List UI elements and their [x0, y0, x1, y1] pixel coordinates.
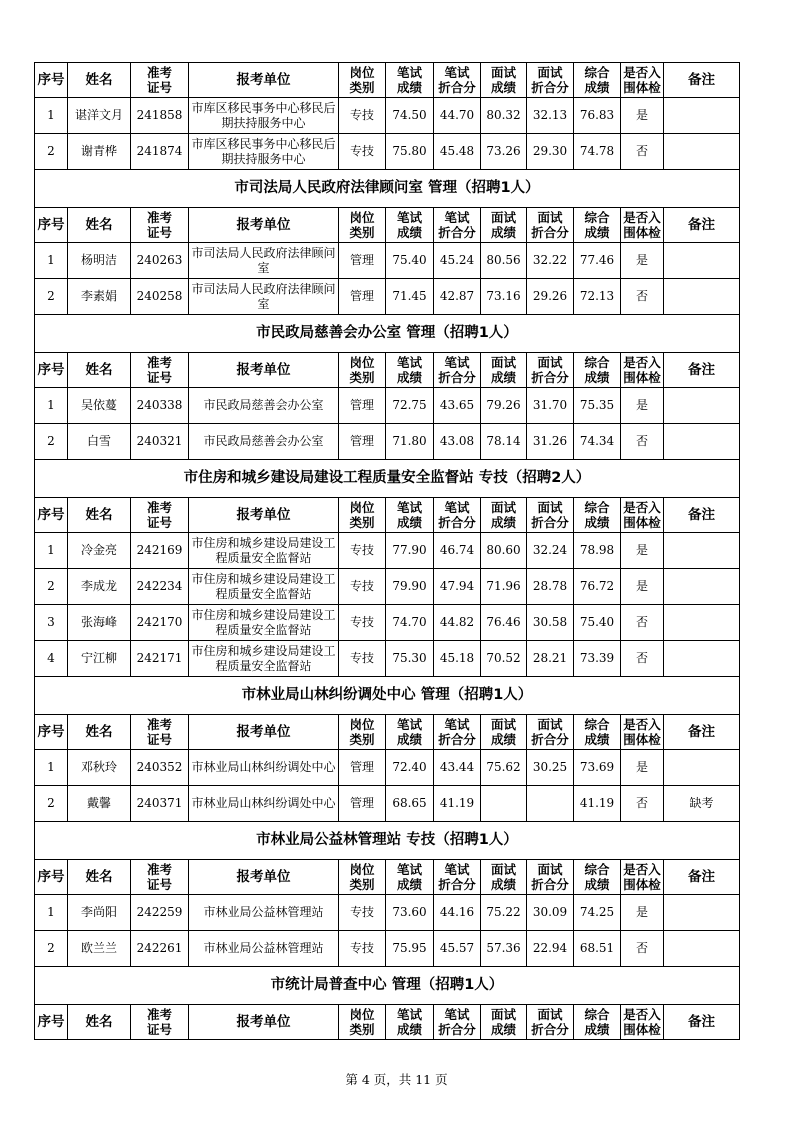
- cell-interview-conv: 30.58: [527, 605, 574, 641]
- table-row: [35, 388, 740, 424]
- section-title: 市民政局慈善会办公室 管理（招聘1人）: [35, 315, 740, 353]
- header-unit: 报考单位: [189, 63, 339, 98]
- header-interview: 面试 成绩: [481, 1005, 527, 1040]
- cell-post-type: 专技: [339, 134, 386, 170]
- header-unit: 报考单位: [189, 208, 339, 243]
- header-unit: 报考单位: [189, 715, 339, 750]
- header-exam-id: 准考 证号: [131, 208, 189, 243]
- header-written-conv: 笔试 折合分: [434, 1005, 481, 1040]
- header-physical: 是否入 围体检: [621, 1005, 664, 1040]
- header-physical: 是否入 围体检: [621, 498, 664, 533]
- cell-unit: 市住房和城乡建设局建设工程质量安全监督站: [189, 605, 339, 641]
- cell-exam-id: 240352: [131, 750, 189, 786]
- table-row: [35, 750, 740, 786]
- cell-post-type: 专技: [339, 533, 386, 569]
- header-physical: 是否入 围体检: [621, 208, 664, 243]
- cell-exam-id: 240321: [131, 424, 189, 460]
- cell-unit: 市林业局山林纠纷调处中心: [189, 786, 339, 822]
- header-note: 备注: [664, 63, 740, 98]
- header-unit: 报考单位: [189, 353, 339, 388]
- header-seq: 序号: [35, 63, 68, 98]
- cell-post-type: 管理: [339, 750, 386, 786]
- cell-total: 72.13: [574, 279, 621, 315]
- cell-written: 72.75: [386, 388, 434, 424]
- header-physical: 是否入 围体检: [621, 860, 664, 895]
- cell-written-conv: 47.94: [434, 569, 481, 605]
- header-total: 综合 成绩: [574, 498, 621, 533]
- cell-total: 74.78: [574, 134, 621, 170]
- cell-written-conv: 42.87: [434, 279, 481, 315]
- cell-name: 谌洋文月: [68, 98, 131, 134]
- cell-post-type: 管理: [339, 786, 386, 822]
- cell-interview-conv: 31.26: [527, 424, 574, 460]
- cell-exam-id: 242171: [131, 641, 189, 677]
- header-seq: 序号: [35, 498, 68, 533]
- cell-physical: 是: [621, 895, 664, 931]
- cell-total: 77.46: [574, 243, 621, 279]
- cell-total: 68.51: [574, 931, 621, 967]
- cell-name: 戴馨: [68, 786, 131, 822]
- cell-total: 76.72: [574, 569, 621, 605]
- cell-physical: 否: [621, 134, 664, 170]
- cell-written-conv: 43.65: [434, 388, 481, 424]
- cell-unit: 市林业局公益林管理站: [189, 931, 339, 967]
- header-row: [35, 715, 740, 750]
- cell-interview: 80.56: [481, 243, 527, 279]
- cell-unit: 市司法局人民政府法律顾问室: [189, 279, 339, 315]
- cell-seq: 1: [35, 98, 68, 134]
- cell-unit: 市库区移民事务中心移民后期扶持服务中心: [189, 134, 339, 170]
- cell-physical: 是: [621, 533, 664, 569]
- cell-unit: 市林业局公益林管理站: [189, 895, 339, 931]
- cell-post-type: 专技: [339, 895, 386, 931]
- header-name: 姓名: [68, 715, 131, 750]
- header-row: [35, 63, 740, 98]
- cell-interview-conv: 29.26: [527, 279, 574, 315]
- header-seq: 序号: [35, 353, 68, 388]
- cell-post-type: 管理: [339, 388, 386, 424]
- cell-interview: 71.96: [481, 569, 527, 605]
- cell-unit: 市住房和城乡建设局建设工程质量安全监督站: [189, 533, 339, 569]
- cell-written: 73.60: [386, 895, 434, 931]
- cell-exam-id: 242234: [131, 569, 189, 605]
- header-exam-id: 准考 证号: [131, 498, 189, 533]
- header-written-conv: 笔试 折合分: [434, 208, 481, 243]
- cell-exam-id: 241858: [131, 98, 189, 134]
- header-post-type: 岗位 类别: [339, 860, 386, 895]
- cell-post-type: 专技: [339, 641, 386, 677]
- cell-interview: 78.14: [481, 424, 527, 460]
- cell-interview-conv: [527, 786, 574, 822]
- header-post-type: 岗位 类别: [339, 353, 386, 388]
- cell-interview-conv: 32.22: [527, 243, 574, 279]
- section-title: 市司法局人民政府法律顾问室 管理（招聘1人）: [35, 170, 740, 208]
- cell-written-conv: 45.48: [434, 134, 481, 170]
- header-row: [35, 498, 740, 533]
- header-note: 备注: [664, 715, 740, 750]
- header-interview-conv: 面试 折合分: [527, 1005, 574, 1040]
- cell-written: 71.45: [386, 279, 434, 315]
- header-seq: 序号: [35, 860, 68, 895]
- header-name: 姓名: [68, 498, 131, 533]
- cell-note: [664, 895, 740, 931]
- header-name: 姓名: [68, 353, 131, 388]
- cell-written: 75.95: [386, 931, 434, 967]
- cell-total: 74.25: [574, 895, 621, 931]
- header-physical: 是否入 围体检: [621, 353, 664, 388]
- header-row: [35, 860, 740, 895]
- cell-written: 72.40: [386, 750, 434, 786]
- header-interview: 面试 成绩: [481, 498, 527, 533]
- cell-seq: 2: [35, 424, 68, 460]
- header-exam-id: 准考 证号: [131, 1005, 189, 1040]
- cell-exam-id: 242261: [131, 931, 189, 967]
- header-name: 姓名: [68, 63, 131, 98]
- header-interview: 面试 成绩: [481, 715, 527, 750]
- table-row: [35, 786, 740, 822]
- cell-note: [664, 931, 740, 967]
- section-title: 市林业局公益林管理站 专技（招聘1人）: [35, 822, 740, 860]
- header-exam-id: 准考 证号: [131, 353, 189, 388]
- header-note: 备注: [664, 1005, 740, 1040]
- table-row: [35, 98, 740, 134]
- cell-physical: 是: [621, 98, 664, 134]
- cell-total: 41.19: [574, 786, 621, 822]
- cell-written: 74.50: [386, 98, 434, 134]
- cell-post-type: 专技: [339, 605, 386, 641]
- table-row: [35, 605, 740, 641]
- cell-note: [664, 424, 740, 460]
- cell-written-conv: 44.16: [434, 895, 481, 931]
- cell-total: 75.35: [574, 388, 621, 424]
- header-written-conv: 笔试 折合分: [434, 860, 481, 895]
- cell-interview: 75.62: [481, 750, 527, 786]
- header-note: 备注: [664, 353, 740, 388]
- header-seq: 序号: [35, 1005, 68, 1040]
- header-written: 笔试 成绩: [386, 353, 434, 388]
- header-exam-id: 准考 证号: [131, 63, 189, 98]
- cell-interview: 75.22: [481, 895, 527, 931]
- cell-total: 74.34: [574, 424, 621, 460]
- header-interview-conv: 面试 折合分: [527, 498, 574, 533]
- cell-name: 吴依蔓: [68, 388, 131, 424]
- cell-total: 73.39: [574, 641, 621, 677]
- cell-physical: 是: [621, 388, 664, 424]
- header-name: 姓名: [68, 208, 131, 243]
- cell-post-type: 管理: [339, 424, 386, 460]
- cell-written: 71.80: [386, 424, 434, 460]
- cell-name: 谢青桦: [68, 134, 131, 170]
- cell-name: 李素娟: [68, 279, 131, 315]
- cell-unit: 市民政局慈善会办公室: [189, 388, 339, 424]
- cell-note: [664, 569, 740, 605]
- cell-interview: 73.26: [481, 134, 527, 170]
- cell-name: 欧兰兰: [68, 931, 131, 967]
- cell-seq: 1: [35, 750, 68, 786]
- table-row: [35, 134, 740, 170]
- header-written: 笔试 成绩: [386, 498, 434, 533]
- cell-written-conv: 44.70: [434, 98, 481, 134]
- cell-interview-conv: 32.24: [527, 533, 574, 569]
- header-post-type: 岗位 类别: [339, 1005, 386, 1040]
- cell-written: 75.40: [386, 243, 434, 279]
- cell-post-type: 管理: [339, 243, 386, 279]
- header-note: 备注: [664, 860, 740, 895]
- cell-total: 75.40: [574, 605, 621, 641]
- header-written: 笔试 成绩: [386, 1005, 434, 1040]
- header-post-type: 岗位 类别: [339, 208, 386, 243]
- section-title: 市林业局山林纠纷调处中心 管理（招聘1人）: [35, 677, 740, 715]
- cell-seq: 2: [35, 786, 68, 822]
- results-sheet: [34, 62, 739, 1040]
- cell-exam-id: 241874: [131, 134, 189, 170]
- header-total: 综合 成绩: [574, 208, 621, 243]
- header-name: 姓名: [68, 860, 131, 895]
- cell-post-type: 管理: [339, 279, 386, 315]
- header-interview: 面试 成绩: [481, 63, 527, 98]
- header-written-conv: 笔试 折合分: [434, 353, 481, 388]
- cell-note: [664, 388, 740, 424]
- header-total: 综合 成绩: [574, 1005, 621, 1040]
- cell-exam-id: 242170: [131, 605, 189, 641]
- cell-post-type: 专技: [339, 98, 386, 134]
- header-written-conv: 笔试 折合分: [434, 498, 481, 533]
- section-title-row: [35, 822, 740, 860]
- table-row: [35, 931, 740, 967]
- cell-note: [664, 98, 740, 134]
- cell-note: [664, 605, 740, 641]
- cell-written: 75.30: [386, 641, 434, 677]
- cell-seq: 1: [35, 388, 68, 424]
- cell-note: [664, 134, 740, 170]
- cell-interview: 73.16: [481, 279, 527, 315]
- cell-post-type: 专技: [339, 569, 386, 605]
- cell-seq: 1: [35, 895, 68, 931]
- cell-exam-id: 240338: [131, 388, 189, 424]
- cell-exam-id: 240258: [131, 279, 189, 315]
- cell-physical: 否: [621, 641, 664, 677]
- header-written-conv: 笔试 折合分: [434, 63, 481, 98]
- cell-unit: 市库区移民事务中心移民后期扶持服务中心: [189, 98, 339, 134]
- cell-written-conv: 45.18: [434, 641, 481, 677]
- cell-interview: 80.32: [481, 98, 527, 134]
- header-total: 综合 成绩: [574, 63, 621, 98]
- header-row: [35, 1005, 740, 1040]
- cell-written: 74.70: [386, 605, 434, 641]
- table-row: [35, 895, 740, 931]
- cell-note: [664, 533, 740, 569]
- cell-note: [664, 641, 740, 677]
- cell-name: 邓秋玲: [68, 750, 131, 786]
- cell-seq: 2: [35, 931, 68, 967]
- table-row: [35, 279, 740, 315]
- cell-written-conv: 46.74: [434, 533, 481, 569]
- cell-physical: 否: [621, 279, 664, 315]
- cell-unit: 市司法局人民政府法律顾问室: [189, 243, 339, 279]
- cell-post-type: 专技: [339, 931, 386, 967]
- cell-interview-conv: 32.13: [527, 98, 574, 134]
- header-written: 笔试 成绩: [386, 860, 434, 895]
- header-interview-conv: 面试 折合分: [527, 353, 574, 388]
- header-unit: 报考单位: [189, 1005, 339, 1040]
- section-title-row: [35, 967, 740, 1005]
- header-row: [35, 353, 740, 388]
- section-title-row: [35, 315, 740, 353]
- header-seq: 序号: [35, 208, 68, 243]
- table-row: [35, 641, 740, 677]
- cell-written-conv: 45.24: [434, 243, 481, 279]
- cell-name: 李成龙: [68, 569, 131, 605]
- page-footer: 第 4 页，共 11 页: [345, 1072, 448, 1087]
- cell-unit: 市林业局山林纠纷调处中心: [189, 750, 339, 786]
- cell-unit: 市住房和城乡建设局建设工程质量安全监督站: [189, 569, 339, 605]
- cell-interview-conv: 28.21: [527, 641, 574, 677]
- header-total: 综合 成绩: [574, 715, 621, 750]
- cell-seq: 2: [35, 279, 68, 315]
- header-seq: 序号: [35, 715, 68, 750]
- cell-written: 79.90: [386, 569, 434, 605]
- cell-seq: 4: [35, 641, 68, 677]
- header-written: 笔试 成绩: [386, 715, 434, 750]
- cell-written-conv: 44.82: [434, 605, 481, 641]
- results-table: [34, 62, 740, 1040]
- cell-physical: 是: [621, 569, 664, 605]
- cell-total: 78.98: [574, 533, 621, 569]
- cell-unit: 市民政局慈善会办公室: [189, 424, 339, 460]
- cell-note: 缺考: [664, 786, 740, 822]
- cell-note: [664, 750, 740, 786]
- cell-written: 75.80: [386, 134, 434, 170]
- cell-seq: 2: [35, 569, 68, 605]
- cell-written-conv: 45.57: [434, 931, 481, 967]
- header-interview-conv: 面试 折合分: [527, 860, 574, 895]
- cell-interview: 76.46: [481, 605, 527, 641]
- cell-written: 77.90: [386, 533, 434, 569]
- cell-note: [664, 279, 740, 315]
- cell-interview: 80.60: [481, 533, 527, 569]
- cell-written-conv: 43.44: [434, 750, 481, 786]
- cell-interview-conv: 28.78: [527, 569, 574, 605]
- cell-interview-conv: 31.70: [527, 388, 574, 424]
- header-unit: 报考单位: [189, 498, 339, 533]
- header-exam-id: 准考 证号: [131, 860, 189, 895]
- cell-seq: 2: [35, 134, 68, 170]
- cell-exam-id: 242259: [131, 895, 189, 931]
- header-written: 笔试 成绩: [386, 208, 434, 243]
- header-row: [35, 208, 740, 243]
- header-post-type: 岗位 类别: [339, 498, 386, 533]
- header-unit: 报考单位: [189, 860, 339, 895]
- cell-seq: 1: [35, 533, 68, 569]
- cell-physical: 否: [621, 786, 664, 822]
- header-note: 备注: [664, 498, 740, 533]
- cell-name: 杨明洁: [68, 243, 131, 279]
- header-name: 姓名: [68, 1005, 131, 1040]
- header-interview: 面试 成绩: [481, 208, 527, 243]
- table-row: [35, 424, 740, 460]
- section-title-row: [35, 460, 740, 498]
- cell-interview: 79.26: [481, 388, 527, 424]
- cell-seq: 1: [35, 243, 68, 279]
- cell-name: 宁江柳: [68, 641, 131, 677]
- cell-written-conv: 41.19: [434, 786, 481, 822]
- table-row: [35, 243, 740, 279]
- header-post-type: 岗位 类别: [339, 715, 386, 750]
- cell-interview: 57.36: [481, 931, 527, 967]
- cell-total: 76.83: [574, 98, 621, 134]
- cell-interview: 70.52: [481, 641, 527, 677]
- header-interview-conv: 面试 折合分: [527, 63, 574, 98]
- cell-exam-id: 240371: [131, 786, 189, 822]
- header-physical: 是否入 围体检: [621, 63, 664, 98]
- table-row: [35, 569, 740, 605]
- cell-name: 白雪: [68, 424, 131, 460]
- cell-unit: 市住房和城乡建设局建设工程质量安全监督站: [189, 641, 339, 677]
- section-title-row: [35, 677, 740, 715]
- header-total: 综合 成绩: [574, 860, 621, 895]
- cell-physical: 否: [621, 605, 664, 641]
- header-interview: 面试 成绩: [481, 860, 527, 895]
- cell-interview-conv: 22.94: [527, 931, 574, 967]
- header-note: 备注: [664, 208, 740, 243]
- header-interview: 面试 成绩: [481, 353, 527, 388]
- cell-interview-conv: 30.09: [527, 895, 574, 931]
- cell-seq: 3: [35, 605, 68, 641]
- header-written-conv: 笔试 折合分: [434, 715, 481, 750]
- section-title: 市住房和城乡建设局建设工程质量安全监督站 专技（招聘2人）: [35, 460, 740, 498]
- cell-name: 冷金亮: [68, 533, 131, 569]
- cell-physical: 否: [621, 931, 664, 967]
- cell-exam-id: 240263: [131, 243, 189, 279]
- header-exam-id: 准考 证号: [131, 715, 189, 750]
- cell-name: 张海峰: [68, 605, 131, 641]
- table-row: [35, 533, 740, 569]
- cell-name: 李尚阳: [68, 895, 131, 931]
- cell-interview-conv: 30.25: [527, 750, 574, 786]
- cell-exam-id: 242169: [131, 533, 189, 569]
- cell-written-conv: 43.08: [434, 424, 481, 460]
- cell-interview: [481, 786, 527, 822]
- cell-physical: 是: [621, 750, 664, 786]
- cell-physical: 是: [621, 243, 664, 279]
- header-interview-conv: 面试 折合分: [527, 208, 574, 243]
- cell-physical: 否: [621, 424, 664, 460]
- cell-total: 73.69: [574, 750, 621, 786]
- header-written: 笔试 成绩: [386, 63, 434, 98]
- cell-written: 68.65: [386, 786, 434, 822]
- section-title-row: [35, 170, 740, 208]
- section-title: 市统计局普查中心 管理（招聘1人）: [35, 967, 740, 1005]
- header-interview-conv: 面试 折合分: [527, 715, 574, 750]
- cell-note: [664, 243, 740, 279]
- header-post-type: 岗位 类别: [339, 63, 386, 98]
- header-physical: 是否入 围体检: [621, 715, 664, 750]
- cell-interview-conv: 29.30: [527, 134, 574, 170]
- header-total: 综合 成绩: [574, 353, 621, 388]
